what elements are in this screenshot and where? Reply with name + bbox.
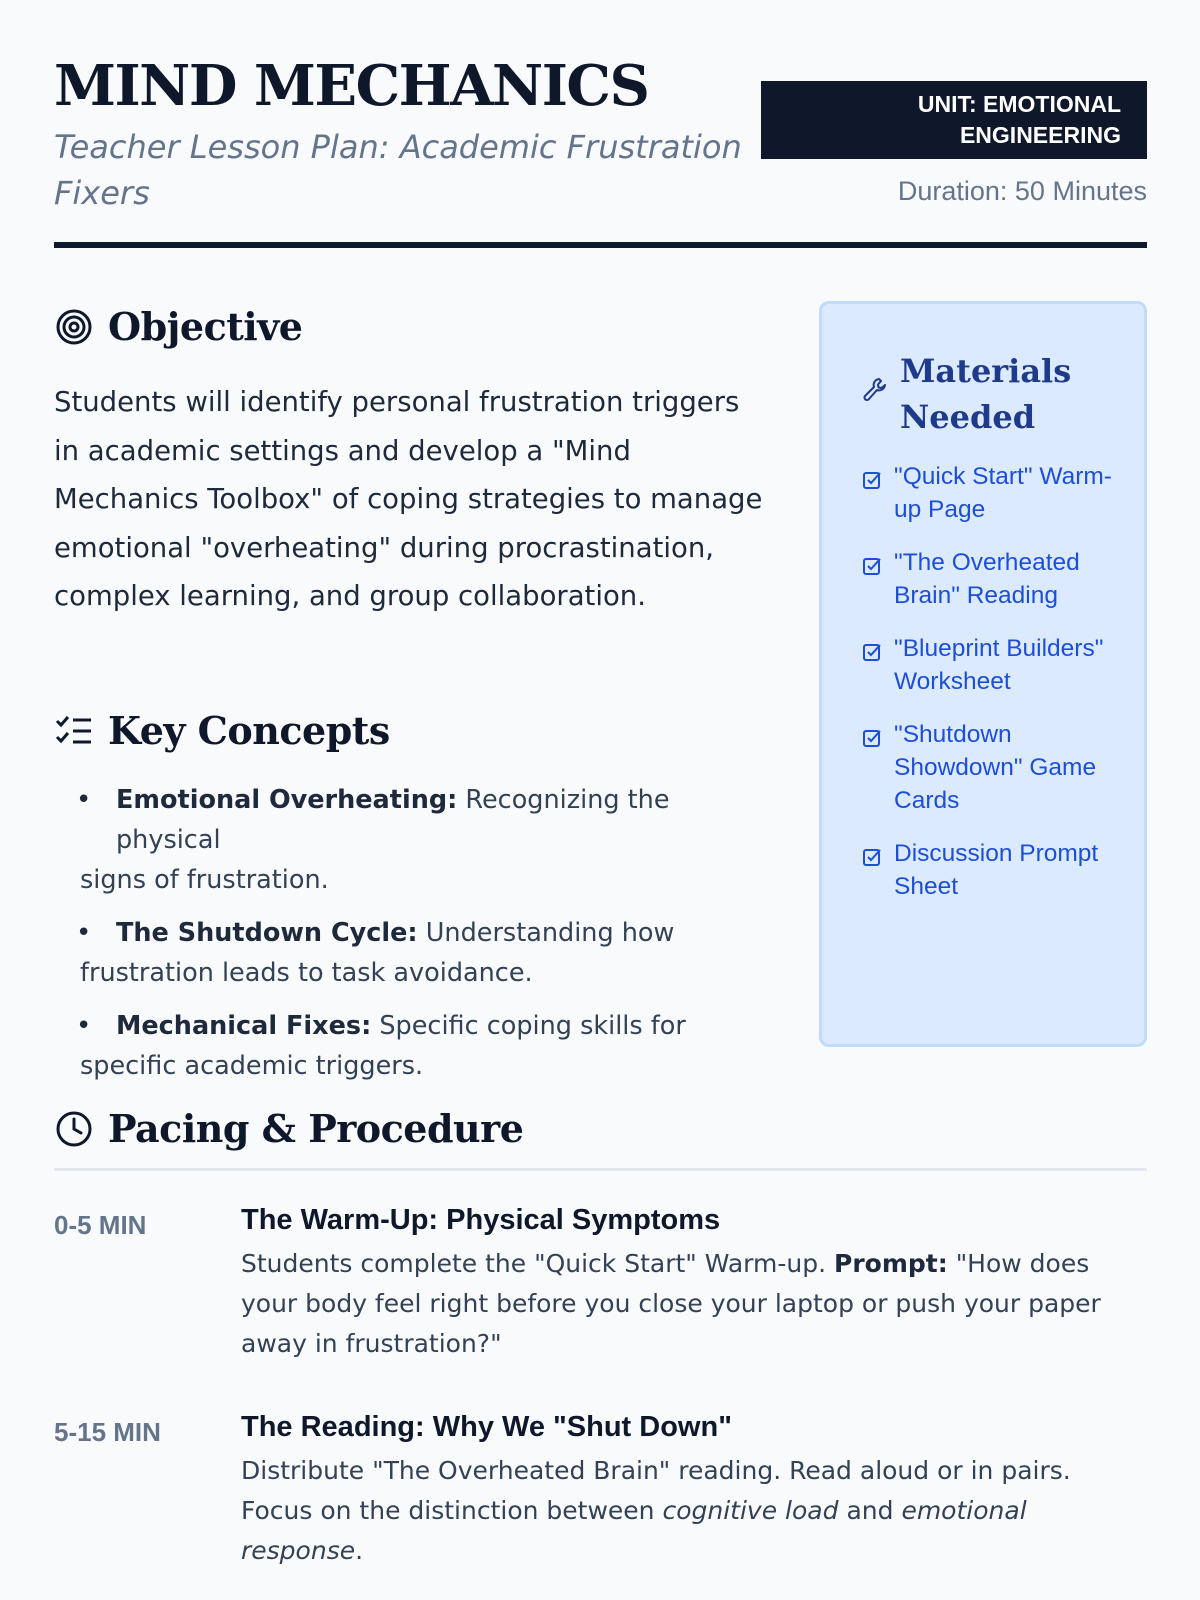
pacing-divider (54, 1168, 1147, 1171)
materials-title: Materials Needed (900, 352, 1072, 436)
step-emphasis-a: cognitive load (662, 1496, 839, 1525)
material-item-label: "Blueprint Builders" Worksheet (894, 635, 1104, 695)
material-item-label: "Shutdown Showdown" Game Cards (894, 721, 1097, 814)
step-text (241, 1244, 1121, 1364)
list-item (76, 913, 770, 993)
wrench-icon (862, 376, 888, 402)
lesson-plan-page (54, 0, 1147, 1600)
concept-desc-cont: frustration leads to task avoidance. (80, 958, 533, 988)
concept-desc-cont: signs of frustration. (80, 865, 329, 895)
checkbox-icon (862, 724, 884, 746)
objective-title: Objective (108, 304, 303, 349)
step-emphasis-b: emotional response (241, 1496, 1027, 1565)
step-time: 5-15 MIN (54, 1417, 161, 1447)
materials-heading (862, 348, 1114, 440)
step-text-a: Students complete the "Quick Start" Warm-up. (241, 1249, 827, 1278)
list-item (76, 780, 770, 900)
bullet-icon: • (76, 785, 92, 815)
step-body (241, 1407, 1121, 1571)
step-title: The Reading: Why We "Shut Down" (241, 1411, 732, 1443)
concept-desc: Understanding how (425, 918, 675, 948)
key-concepts-list (76, 780, 770, 1099)
step-title: The Warm-Up: Physical Symptoms (241, 1204, 721, 1236)
step-time: 0-5 MIN (54, 1210, 147, 1240)
concept-desc: Specific coping skills for (379, 1011, 686, 1041)
concept-term: The Shutdown Cycle: (116, 918, 418, 948)
step-body (241, 1200, 1121, 1364)
materials-card (819, 301, 1147, 1047)
material-item-label: "Quick Start" Warm-up Page (894, 463, 1112, 523)
list-item (862, 460, 1114, 526)
step-text-c: . (355, 1536, 364, 1565)
brand-title: MIND MECHANICS (54, 53, 649, 119)
pacing-title: Pacing & Procedure (108, 1106, 524, 1151)
concept-term: Emotional Overheating: (116, 785, 458, 815)
list-item (862, 837, 1114, 903)
step-text-b: "How does your body feel right before you close your laptop or push your paper away in frustration?" (241, 1249, 1101, 1358)
checklist-icon (54, 711, 94, 751)
key-concepts-heading (54, 708, 390, 753)
list-item (76, 1006, 770, 1086)
checkbox-icon (862, 552, 884, 574)
step-text-a: Distribute "The Overheated Brain" reading. Read aloud or in pairs. Focus on the distinction between (241, 1456, 1071, 1525)
step-prompt-label: Prompt: (834, 1249, 948, 1278)
concept-desc: Recognizing the physical (116, 785, 670, 855)
target-icon (54, 307, 94, 347)
objective-heading (54, 304, 302, 349)
clock-icon (54, 1109, 94, 1149)
materials-list (862, 460, 1114, 903)
unit-badge (761, 81, 1147, 159)
concept-term: Mechanical Fixes: (116, 1011, 372, 1041)
concept-desc-cont: specific academic triggers. (80, 1051, 424, 1081)
material-item-label: Discussion Prompt Sheet (894, 840, 1099, 900)
bullet-icon: • (76, 1011, 92, 1041)
page-subtitle: Teacher Lesson Plan: Academic Frustration Fixers (54, 128, 742, 212)
list-item (862, 632, 1114, 698)
step-text (241, 1451, 1121, 1571)
list-item (862, 718, 1114, 817)
objective-text: Students will identify personal frustration triggers in academic settings and develop a "Mind Mechanics Toolbox" of coping strategies to manage emotional "overheating" during procrastination, complex learning, and group collaboration. (54, 386, 763, 612)
list-item (862, 546, 1114, 612)
checkbox-icon (862, 843, 884, 865)
duration-label: Duration: 50 Minutes (897, 176, 1147, 206)
key-concepts-title: Key Concepts (108, 708, 390, 753)
unit-line-1: UNIT: EMOTIONAL (917, 91, 1121, 117)
step-text-b: and (846, 1496, 894, 1525)
unit-line-2: ENGINEERING (959, 122, 1121, 148)
header (54, 52, 1147, 248)
material-item-label: "The Overheated Brain" Reading (894, 549, 1080, 609)
pacing-heading (54, 1106, 523, 1151)
checkbox-icon (862, 638, 884, 660)
bullet-icon: • (76, 918, 92, 948)
checkbox-icon (862, 466, 884, 488)
